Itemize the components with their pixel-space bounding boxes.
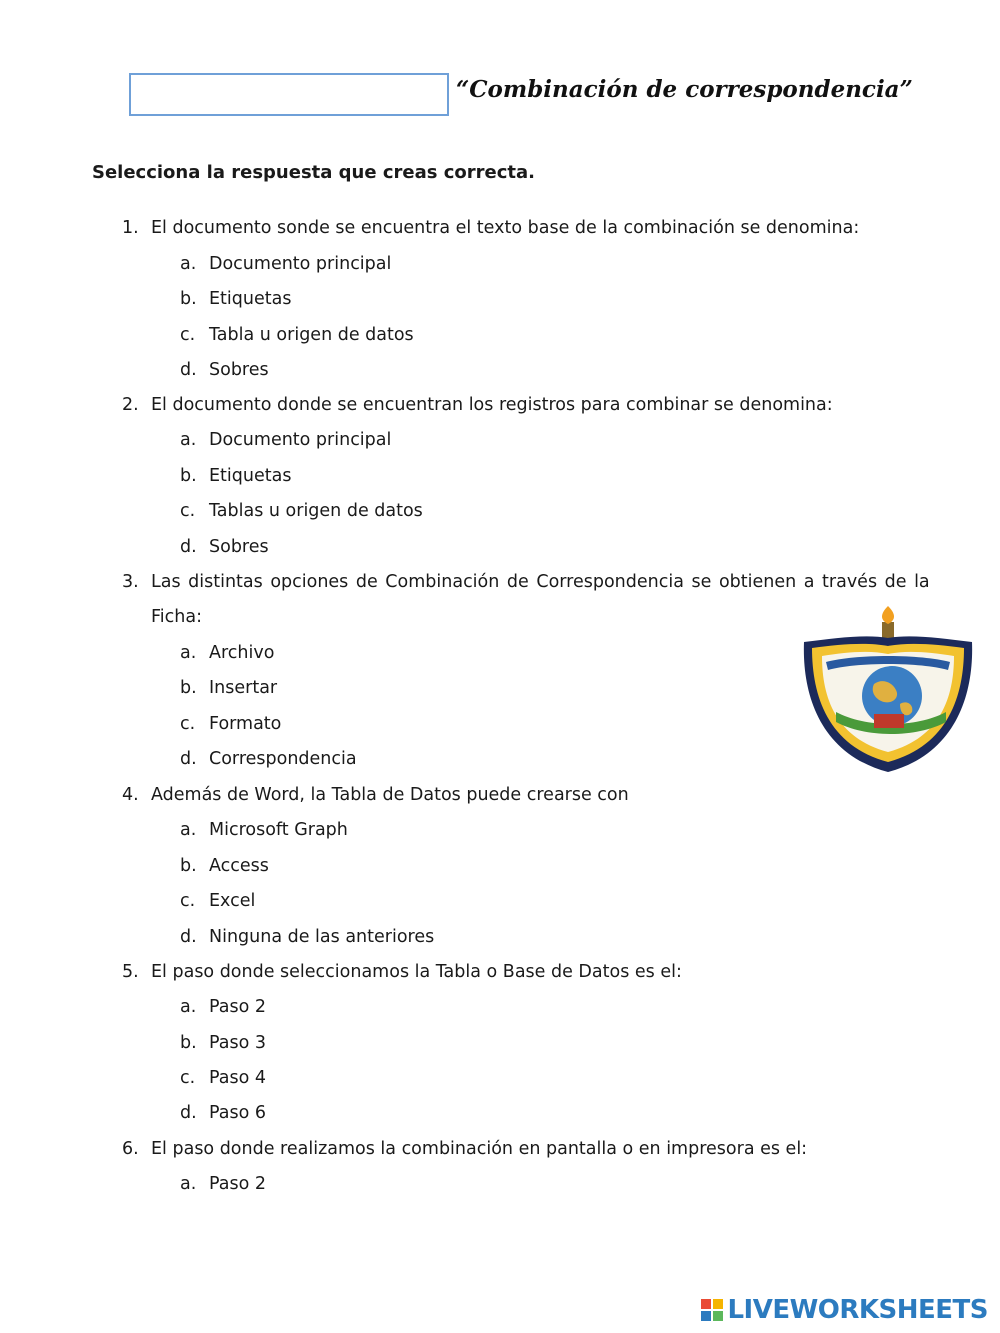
option-text: Excel <box>209 891 256 911</box>
option-letter: c. <box>180 1068 196 1088</box>
option-letter: c. <box>180 325 196 345</box>
option-text: Paso 3 <box>209 1033 267 1053</box>
option-text: Paso 2 <box>209 997 267 1017</box>
question-text: El documento sonde se encuentra el texto base de la combinación se denomina: <box>151 218 860 238</box>
option-letter: b. <box>180 856 197 876</box>
logo-mark-icon <box>701 1299 723 1321</box>
option-text: Access <box>209 856 269 876</box>
option-letter: a. <box>180 643 197 663</box>
instructions: Selecciona la respuesta que creas correcta. <box>92 162 535 183</box>
option-text: Formato <box>209 714 282 734</box>
option-text: Correspondencia <box>209 749 357 769</box>
option-letter: c. <box>180 501 196 521</box>
option-letter: a. <box>180 820 197 840</box>
question-number: 6. <box>122 1139 139 1159</box>
option-text: Insertar <box>209 678 278 698</box>
option-letter: b. <box>180 678 197 698</box>
option-letter: d. <box>180 360 197 380</box>
name-input[interactable] <box>129 73 449 116</box>
option-letter: a. <box>180 430 197 450</box>
option-text: Documento principal <box>209 254 392 274</box>
option-letter: a. <box>180 997 197 1017</box>
liveworksheets-logo <box>701 1293 988 1327</box>
option-letter: a. <box>180 1174 197 1194</box>
option-letter: a. <box>180 254 197 274</box>
option-letter: d. <box>180 927 197 947</box>
option-text: Ninguna de las anteriores <box>209 927 435 947</box>
question-text: Además de Word, la Tabla de Datos puede crearse con <box>151 785 629 805</box>
question-text: El documento donde se encuentran los registros para combinar se denomina: <box>151 395 833 415</box>
option-text: Sobres <box>209 360 269 380</box>
option-letter: b. <box>180 289 197 309</box>
option-text: Archivo <box>209 643 275 663</box>
option-text: Microsoft Graph <box>209 820 348 840</box>
option-text: Tablas u origen de datos <box>209 501 423 521</box>
option-text: Etiquetas <box>209 466 292 486</box>
option-text: Sobres <box>209 537 269 557</box>
option-letter: c. <box>180 891 196 911</box>
question-number: 1. <box>122 218 139 238</box>
question-number: 3. <box>122 572 139 592</box>
option-letter: b. <box>180 466 197 486</box>
option-text: Paso 2 <box>209 1174 267 1194</box>
question-text: Las distintas opciones de Combinación de Correspondencia se obtienen a través de la <box>151 572 930 592</box>
option-letter: d. <box>180 1103 197 1123</box>
question-text: El paso donde seleccionamos la Tabla o Base de Datos es el: <box>151 962 682 982</box>
option-text: Etiquetas <box>209 289 292 309</box>
question-number: 5. <box>122 962 139 982</box>
school-crest-image <box>796 604 980 776</box>
option-text: Documento principal <box>209 430 392 450</box>
option-text: Paso 4 <box>209 1068 267 1088</box>
option-text: Paso 6 <box>209 1103 267 1123</box>
book <box>874 714 904 728</box>
torch-flame <box>882 606 894 624</box>
question-3-continuation <box>151 606 202 628</box>
logo-text: LIVEWORKSHEETS <box>727 1295 988 1325</box>
question-number: 2. <box>122 395 139 415</box>
question-text: El paso donde realizamos la combinación en pantalla o en impresora es el: <box>151 1139 808 1159</box>
option-letter: b. <box>180 1033 197 1053</box>
question-text-cont: Ficha: <box>151 607 202 627</box>
option-letter: c. <box>180 714 196 734</box>
question-number: 4. <box>122 785 139 805</box>
worksheet-title: “Combinación de correspondencia” <box>456 76 913 103</box>
option-letter: d. <box>180 537 197 557</box>
option-text: Tabla u origen de datos <box>209 325 414 345</box>
option-letter: d. <box>180 749 197 769</box>
